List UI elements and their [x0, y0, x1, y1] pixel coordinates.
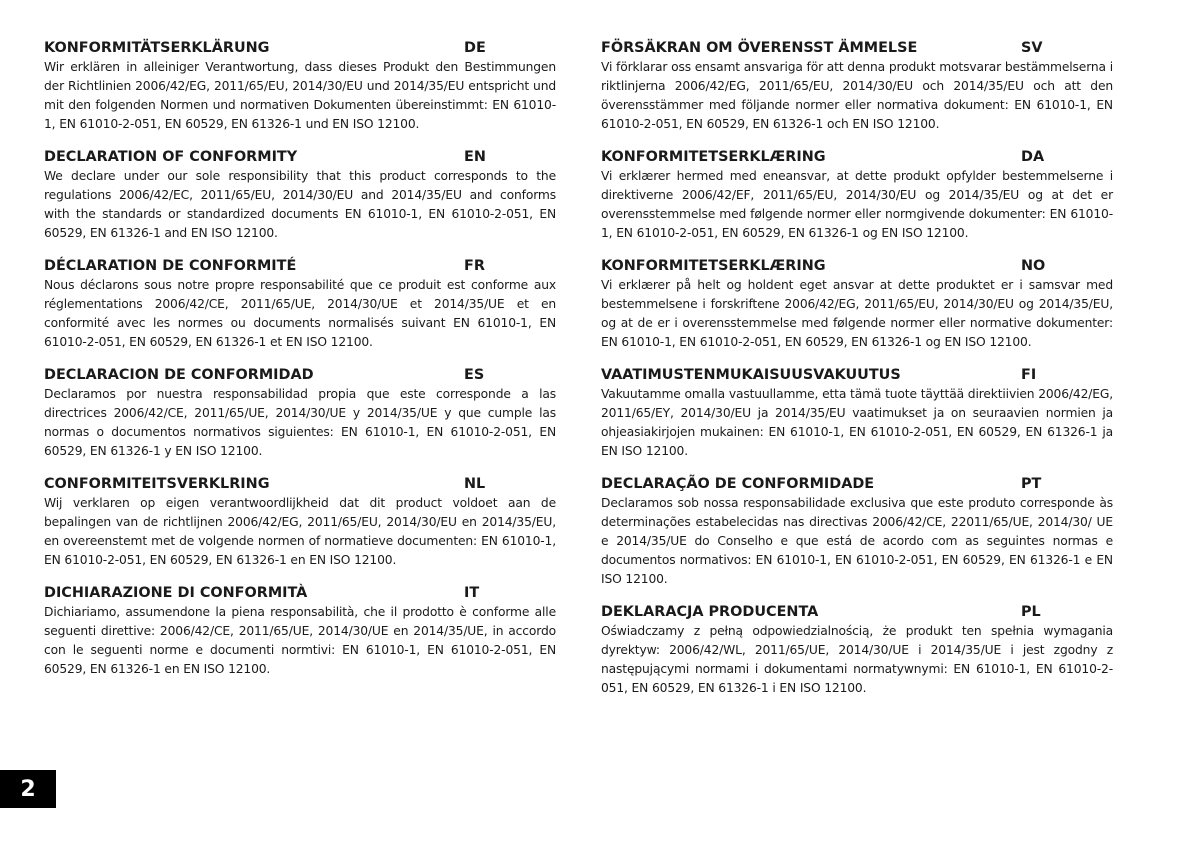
section-title: CONFORMITEITSVERKLRING	[44, 476, 270, 492]
left-column	[44, 39, 556, 693]
section-title: KONFORMITETSERKLÆRING	[601, 149, 826, 165]
section-text: Nous déclarons sous notre propre responsabilité que ce produit est conforme aux réglementations 2006/42/CE, 2011/65/UE, 2014/30/UE et 2014/35/UE et en conformité avec les normes ou documents normalisés suivant EN 61010-1, EN 61010-2-051, EN 60529, EN 61326-1 et EN ISO 12100.	[44, 278, 556, 349]
section-title: DÉCLARATION DE CONFORMITÉ	[44, 258, 297, 274]
section-text: Vi erklærer på helt og holdent eget ansvar at dette produktet er i samsvar med bestemmelsene i forskriftene 2006/42/EG, 2011/65/EU, 2014/30/EU og 2014/35/EU, og at de er i overensstemmelse med følgende normer eller normative dokumenter: EN 61010-1, EN 61010-2-051, EN 60529, EN 61326-1 og EN ISO 12100.	[601, 278, 1113, 349]
language-code: DA	[1021, 149, 1045, 165]
section-text: Vi erklærer hermed med eneansvar, at dette produkt opfylder bestemmelserne i direktiverne 2006/42/EF, 2011/65/EU, 2014/30/EU og 2014/35/EU og at det er overensstemmelse med følgende normer eller normgivende dokumenter: EN 61010-1, EN 61010-2-051, EN 60529, EN 61326-1 og EN ISO 12100.	[601, 169, 1113, 240]
section-title: DECLARACION DE CONFORMIDAD	[44, 367, 314, 383]
language-code: IT	[464, 585, 480, 601]
language-code: NO	[1021, 258, 1046, 274]
section-text: Declaramos por nuestra responsabilidad propia que este corresponde a las directrices 2006/42/CE, 2011/65/UE, 2014/30/UE y 2014/35/UE y que cumple las normas o documentos normativos siguientes: EN 61010-1, EN 61010-2-051, EN 60529, EN 61326-1 y EN ISO 12100.	[44, 387, 556, 458]
language-code: SV	[1021, 40, 1043, 56]
section-text: Oświadczamy z pełną odpowiedzialnością, że produkt ten spełnia wymagania dyrektyw: 2006/42/WL, 2011/65/UE, 2014/30/UE i 2014/35/UE i jest zgodny z następującymi normami i dokumentami normatywnymi: EN 61010-1, EN 61010-2-051, EN 60529, EN 61326-1 i EN ISO 12100.	[601, 624, 1113, 695]
section-pl	[601, 603, 1113, 698]
language-code: PT	[1021, 476, 1042, 492]
section-fr	[44, 257, 556, 352]
section-text: Wir erklären in alleiniger Verantwortung, dass dieses Produkt den Bestimmungen der Richtlinien 2006/42/EG, 2011/65/EU, 2014/30/EU und 2014/35/EU entspricht und mit den folgenden Normen und normativen Dokumenten übereinstimmt: EN 61010-1, EN 61010-2-051, EN 60529, EN 61326-1 und EN ISO 12100.	[44, 60, 556, 131]
section-title: DICHIARAZIONE DI CONFORMITÀ	[44, 585, 308, 601]
section-da	[601, 148, 1113, 243]
section-text: We declare under our sole responsibility that this product corresponds to the regulations 2006/42/EC, 2011/65/EU, 2014/30/EU and 2014/35/EU and conforms with the standards or standardized documents EN 61010-1, EN 61010-2-051, EN 60529, EN 61326-1 and EN ISO 12100.	[44, 169, 556, 240]
section-text: Declaramos sob nossa responsabilidade exclusiva que este produto corresponde às determinações estabelecidas nas directivas 2006/42/CE, 22011/65/UE, 2014/30/ UE e 2014/35/UE do Conselho e que está de acordo com as seguintes normas e documentos normativos: EN 61010-1, EN 61010-2-051, EN 60529, EN 61326-1 e EN ISO 12100.	[601, 496, 1113, 586]
section-title: VAATIMUSTENMUKAISUUSVAKUUTUS	[601, 367, 901, 383]
section-title: DECLARAÇÃO DE CONFORMIDADE	[601, 476, 875, 492]
section-de	[44, 39, 556, 134]
language-code: FI	[1021, 367, 1037, 383]
section-no	[601, 257, 1113, 352]
section-sv	[601, 39, 1113, 134]
section-title: FÖRSÄKRAN OM ÖVERENSST ÄMMELSE	[601, 40, 918, 56]
language-code: DE	[464, 40, 486, 56]
right-column	[601, 39, 1113, 712]
section-title: KONFORMITÄTSERKLÄRUNG	[44, 40, 270, 56]
language-code: PL	[1021, 604, 1041, 620]
page-number-badge: 2	[0, 770, 56, 808]
language-code: FR	[464, 258, 485, 274]
language-code: ES	[464, 367, 485, 383]
section-text: Dichiariamo, assumendone la piena responsabilità, che il prodotto è conforme alle seguenti direttive: 2006/42/CE, 2011/65/UE, 2014/30/UE en 2014/35/UE, in accordo con le seguenti norme e documenti normtivi: EN 61010-1, EN 61010-2-051, EN 60529, EN 61326-1 en EN ISO 12100.	[44, 605, 556, 676]
section-it	[44, 584, 556, 679]
language-code: EN	[464, 149, 486, 165]
section-title: DEKLARACJA PRODUCENTA	[601, 604, 819, 620]
section-text: Wij verklaren op eigen verantwoordlijkheid dat dit product voldoet aan de bepalingen van de richtlijnen 2006/42/EG, 2011/65/EU, 2014/30/EU en 2014/35/EU, en overeenstemt met de volgende normen of normatieve documenten: EN 61010-1, EN 61010-2-051, EN 60529, EN 61326-1 en EN ISO 12100.	[44, 496, 556, 567]
section-text: Vi förklarar oss ensamt ansvariga för att denna produkt motsvarar bestämmelserna i riktlinjerna 2006/42/EG, 2011/65/EU, 2014/30/EU och 2014/35/EU och att den överensstämmer med följande normer eller normativa dokument: EN 61010-1, EN 61010-2-051, EN 60529, EN 61326-1 och EN ISO 12100.	[601, 60, 1113, 131]
section-nl	[44, 475, 556, 570]
section-fi	[601, 366, 1113, 461]
section-en	[44, 148, 556, 243]
section-es	[44, 366, 556, 461]
language-code: NL	[464, 476, 486, 492]
section-pt	[601, 475, 1113, 589]
section-title: KONFORMITETSERKLÆRING	[601, 258, 826, 274]
section-text: Vakuutamme omalla vastuullamme, etta tämä tuote täyttää direktiivien 2006/42/EG, 2011/65/EY, 2014/30/EU ja 2014/35/EU vaatimukset ja on seuraavien normien ja ohjeasiakirjojen mukainen: EN 61010-1, EN 61010-2-051, EN 60529, EN 61326-1 ja EN ISO 12100.	[601, 387, 1113, 458]
section-title: DECLARATION OF CONFORMITY	[44, 149, 298, 165]
